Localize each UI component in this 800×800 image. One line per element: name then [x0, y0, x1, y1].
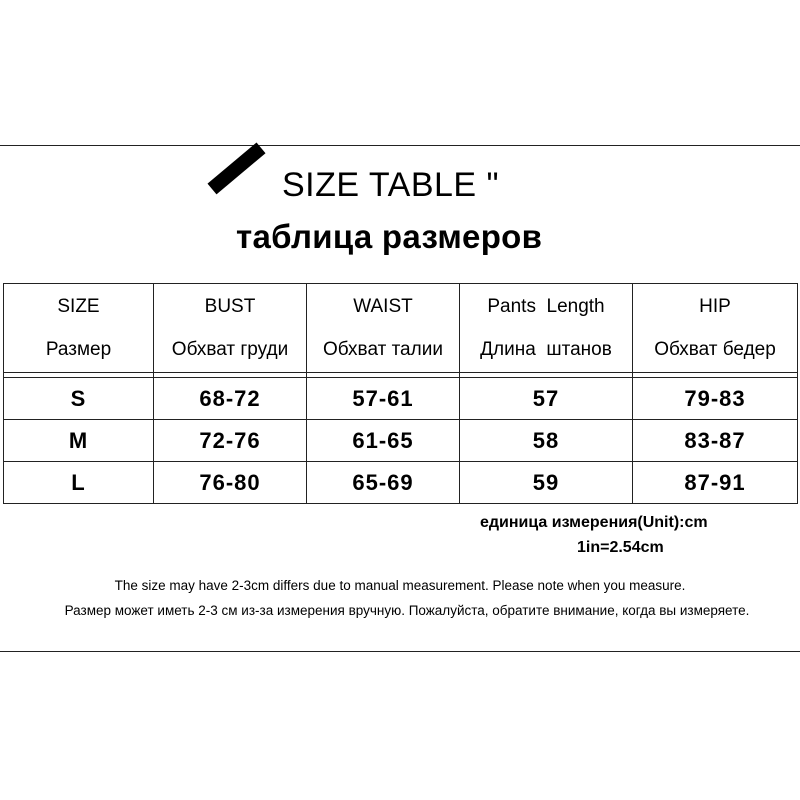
- cell-size: M: [4, 420, 154, 462]
- cell-pants-length: 57: [460, 378, 633, 420]
- header-label-en: HIP: [699, 296, 731, 317]
- size-table: [3, 283, 798, 504]
- table-row: [4, 420, 798, 462]
- cell-hip: 79-83: [633, 378, 798, 420]
- header-label-en: SIZE: [57, 296, 100, 317]
- cell-size: L: [4, 462, 154, 504]
- table-header-row: [4, 284, 798, 373]
- header-label-ru: Обхват бедер: [654, 339, 776, 360]
- header-label-ru: Обхват груди: [171, 339, 289, 360]
- header-size: [4, 284, 154, 373]
- measurement-note-russian: Размер может иметь 2-3 см из-за измерения вручную. Пожалуйста, обратите внимание, когда вы измеряете.: [64, 603, 750, 618]
- header-waist: [307, 284, 460, 373]
- table-row: [4, 378, 798, 420]
- cell-waist: 61-65: [307, 420, 460, 462]
- header-label-en: BUST: [204, 296, 256, 317]
- cell-size: S: [4, 378, 154, 420]
- unit-note: единица измерения(Unit):cm: [480, 514, 708, 531]
- measurement-note-english: The size may have 2-3cm differs due to manual measurement. Please note when you measure.: [114, 578, 686, 593]
- title-russian: таблица размеров: [236, 218, 543, 255]
- cell-hip: 83-87: [633, 420, 798, 462]
- header-label-en: WAIST: [353, 296, 413, 317]
- cell-bust: 72-76: [154, 420, 307, 462]
- cell-bust: 76-80: [154, 462, 307, 504]
- table-row: [4, 462, 798, 504]
- header-hip: [633, 284, 798, 373]
- title-english: SIZE TABLE ": [282, 166, 500, 204]
- cell-pants-length: 59: [460, 462, 633, 504]
- header-label-ru: Размер: [45, 339, 112, 360]
- header-pants-length: [460, 284, 633, 373]
- cell-waist: 65-69: [307, 462, 460, 504]
- cell-hip: 87-91: [633, 462, 798, 504]
- cell-pants-length: 58: [460, 420, 633, 462]
- inch-conversion-note: 1in=2.54cm: [577, 539, 664, 556]
- header-label-en: Pants Length: [487, 296, 605, 317]
- header-label-ru: Обхват талии: [323, 339, 443, 360]
- cell-bust: 68-72: [154, 378, 307, 420]
- cell-waist: 57-61: [307, 378, 460, 420]
- header-bust: [154, 284, 307, 373]
- header-label-ru: Длина штанов: [480, 339, 612, 360]
